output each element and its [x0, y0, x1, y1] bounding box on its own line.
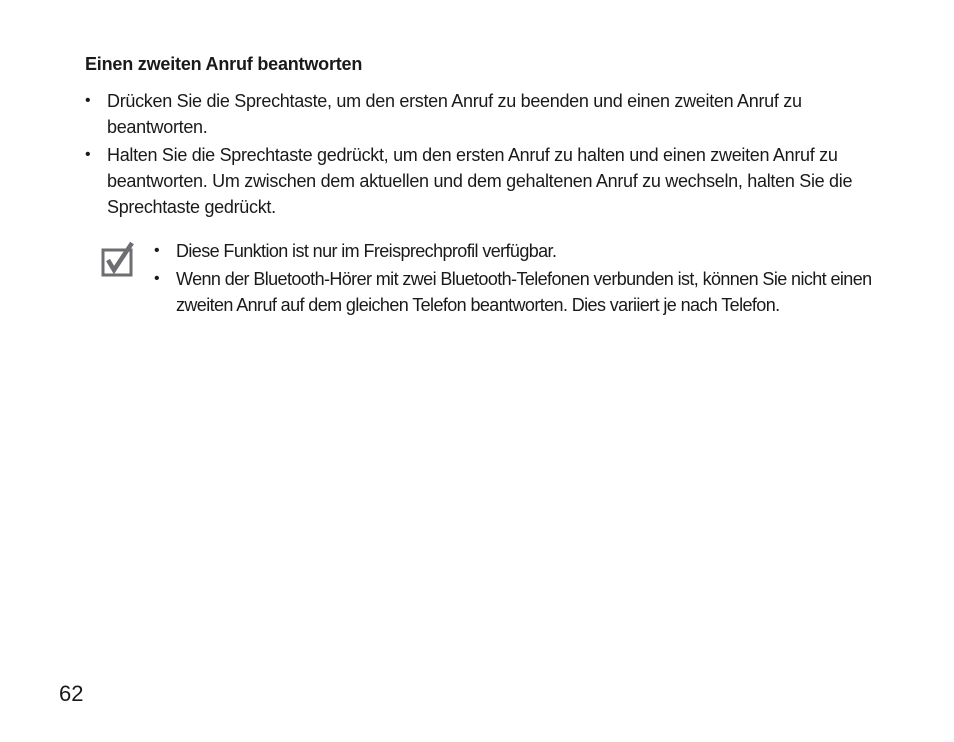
bullet-icon: •	[154, 270, 160, 287]
list-item-text: Drücken Sie die Sprechtaste, um den ersten Anruf zu beenden und einen zweiten Anruf zu beantworten.	[107, 91, 802, 137]
note-list	[154, 238, 874, 320]
note-item-text: Wenn der Bluetooth-Hörer mit zwei Bluetooth-Telefonen verbunden ist, können Sie nicht einen zweiten Anruf auf dem gleichen Telefon beantworten. Dies variiert je nach Telefon.	[176, 269, 872, 315]
checkbox-checkmark-icon	[101, 241, 135, 277]
bullet-icon: •	[85, 92, 91, 109]
list-item	[154, 266, 874, 318]
bullet-icon: •	[154, 242, 160, 259]
list-item	[85, 88, 875, 140]
list-item	[85, 142, 875, 220]
note-item-text: Diese Funktion ist nur im Freisprechprofil verfügbar.	[176, 241, 557, 261]
list-item-text: Halten Sie die Sprechtaste gedrückt, um den ersten Anruf zu halten und einen zweiten Anruf zu beantworten. Um zwischen dem aktuellen und dem gehaltenen Anruf zu wechseln, halten Sie die Sprechtaste gedrückt.	[107, 145, 853, 217]
page-number: 62	[59, 681, 84, 706]
instruction-list	[85, 88, 875, 222]
list-item	[154, 238, 874, 264]
bullet-icon: •	[85, 146, 91, 163]
section-heading: Einen zweiten Anruf beantworten	[85, 54, 363, 74]
